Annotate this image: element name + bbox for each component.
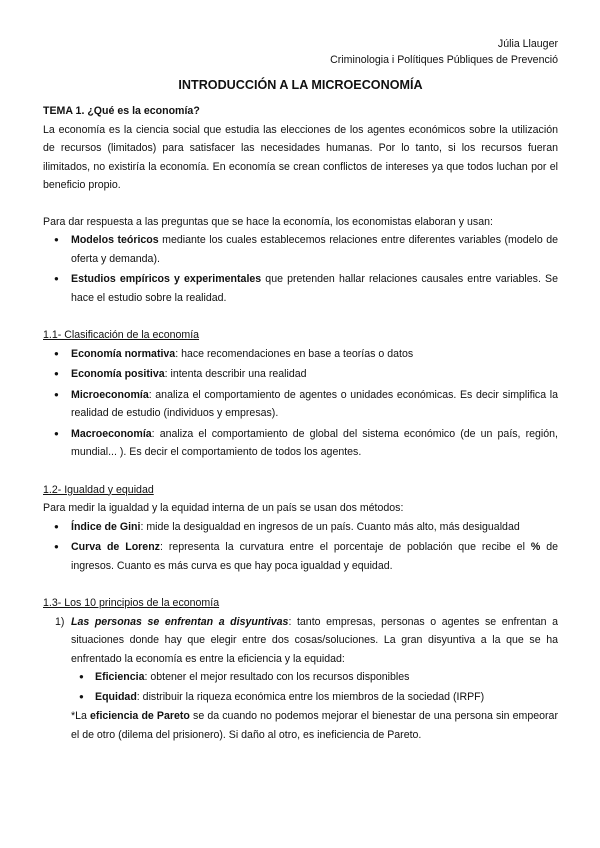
- list-item: ● Microeconomía: analiza el comportamiento de agentes o unidades económicas. Es decir simplifica la realidad de estudio (individuos y empresas).: [43, 386, 558, 423]
- sub-bullet-list: [43, 668, 558, 706]
- list-item: ● Índice de Gini: mide la desigualdad en ingresos de un país. Cuanto más alto, más desigualdad: [43, 518, 558, 537]
- section-1-2-list: [43, 518, 558, 576]
- pareto-note: *La eficiencia de Pareto se da cuando no podemos mejorar el bienestar de una persona sin empeorar el de otro (dilema del prisionero). Si daño al otro, es ineficiencia de Pareto.: [71, 710, 558, 741]
- document-title: INTRODUCCIÓN A LA MICROECONOMÍA: [178, 78, 423, 92]
- section-1-2-heading: 1.2- Igualdad y equidad: [43, 483, 154, 496]
- tema1-bullet-list: [43, 231, 558, 307]
- section-1-1-heading: 1.1- Clasificación de la economía: [43, 329, 200, 341]
- list-item: ● Eficiencia: obtener el mejor resultado con los recursos disponibles: [43, 668, 558, 687]
- list-item: ● Estudios empíricos y experimentales que pretenden hallar relaciones causales entre variables. Se hace el estudio sobre la realidad.: [43, 270, 558, 307]
- course-name: Criminologia i Polítiques Públiques de Prevenció: [330, 54, 558, 66]
- principle-item: 1) Las personas se enfrentan a disyuntivas: tanto empresas, personas o agentes se enfrentan a situaciones donde hay que elegir entre dos cosas/soluciones. La gran disyuntiva a la que se ha enfrentado la economía es entre la eficiencia y la equidad: ● Eficiencia: obtener el mejor resultado con los recursos disponibles ● Equidad: distribuir la riqueza económica entre los miembros de la sociedad (IRPF) *La eficiencia de Pareto se da cuando no podemos mejorar el bienestar de una persona sin empeorar el de otro (dilema del prisionero). Si daño al otro, es ineficiencia de Pareto.: [43, 613, 558, 745]
- page-header: [43, 36, 558, 68]
- principles-list: [43, 613, 558, 745]
- tema1-heading: TEMA 1. ¿Qué es la economía?: [43, 105, 200, 117]
- list-item: ● Economía positiva: intenta describir una realidad: [43, 365, 558, 384]
- item-number: 1): [55, 615, 65, 628]
- section-1-3-heading: 1.3- Los 10 principios de la economía: [43, 597, 220, 609]
- section-1-1-list: [43, 345, 558, 462]
- list-item: ● Economía normativa: hace recomendaciones en base a teorías o datos: [43, 345, 558, 364]
- list-item: ● Equidad: distribuir la riqueza económica entre los miembros de la sociedad (IRPF): [43, 688, 558, 707]
- tema1-paragraph: La economía es la ciencia social que estudia las elecciones de los agentes económicos sobre la utilización de recursos (limitados) para satisfacer las necesidades humanas. Por lo tanto, si los recursos fueran ilimitados, no existiría la economía. En economía se crean conflictos de intereses ya que todos luchan por el beneficio propio.: [43, 123, 558, 191]
- section-1-2-intro: Para medir la igualdad y la equidad interna de un país se usan dos métodos:: [43, 502, 404, 514]
- tema1-intro: Para dar respuesta a las preguntas que se hace la economía, los economistas elaboran y usan:: [43, 215, 493, 228]
- list-item: ● Curva de Lorenz: representa la curvatura entre el porcentaje de población que recibe el % de ingresos. Cuanto es más curva es que hay poca igualdad y equidad.: [43, 538, 558, 575]
- list-item: ● Macroeconomía: analiza el comportamiento de global del sistema económico (de un país, región, mundial... ). Es decir el comportamiento de todos los agentes.: [43, 425, 558, 462]
- list-item: ● Modelos teóricos mediante los cuales establecemos relaciones entre diferentes variables (modelo de oferta y demanda).: [43, 231, 558, 268]
- document-page: [43, 36, 558, 744]
- author-name: Júlia Llauger: [497, 38, 558, 50]
